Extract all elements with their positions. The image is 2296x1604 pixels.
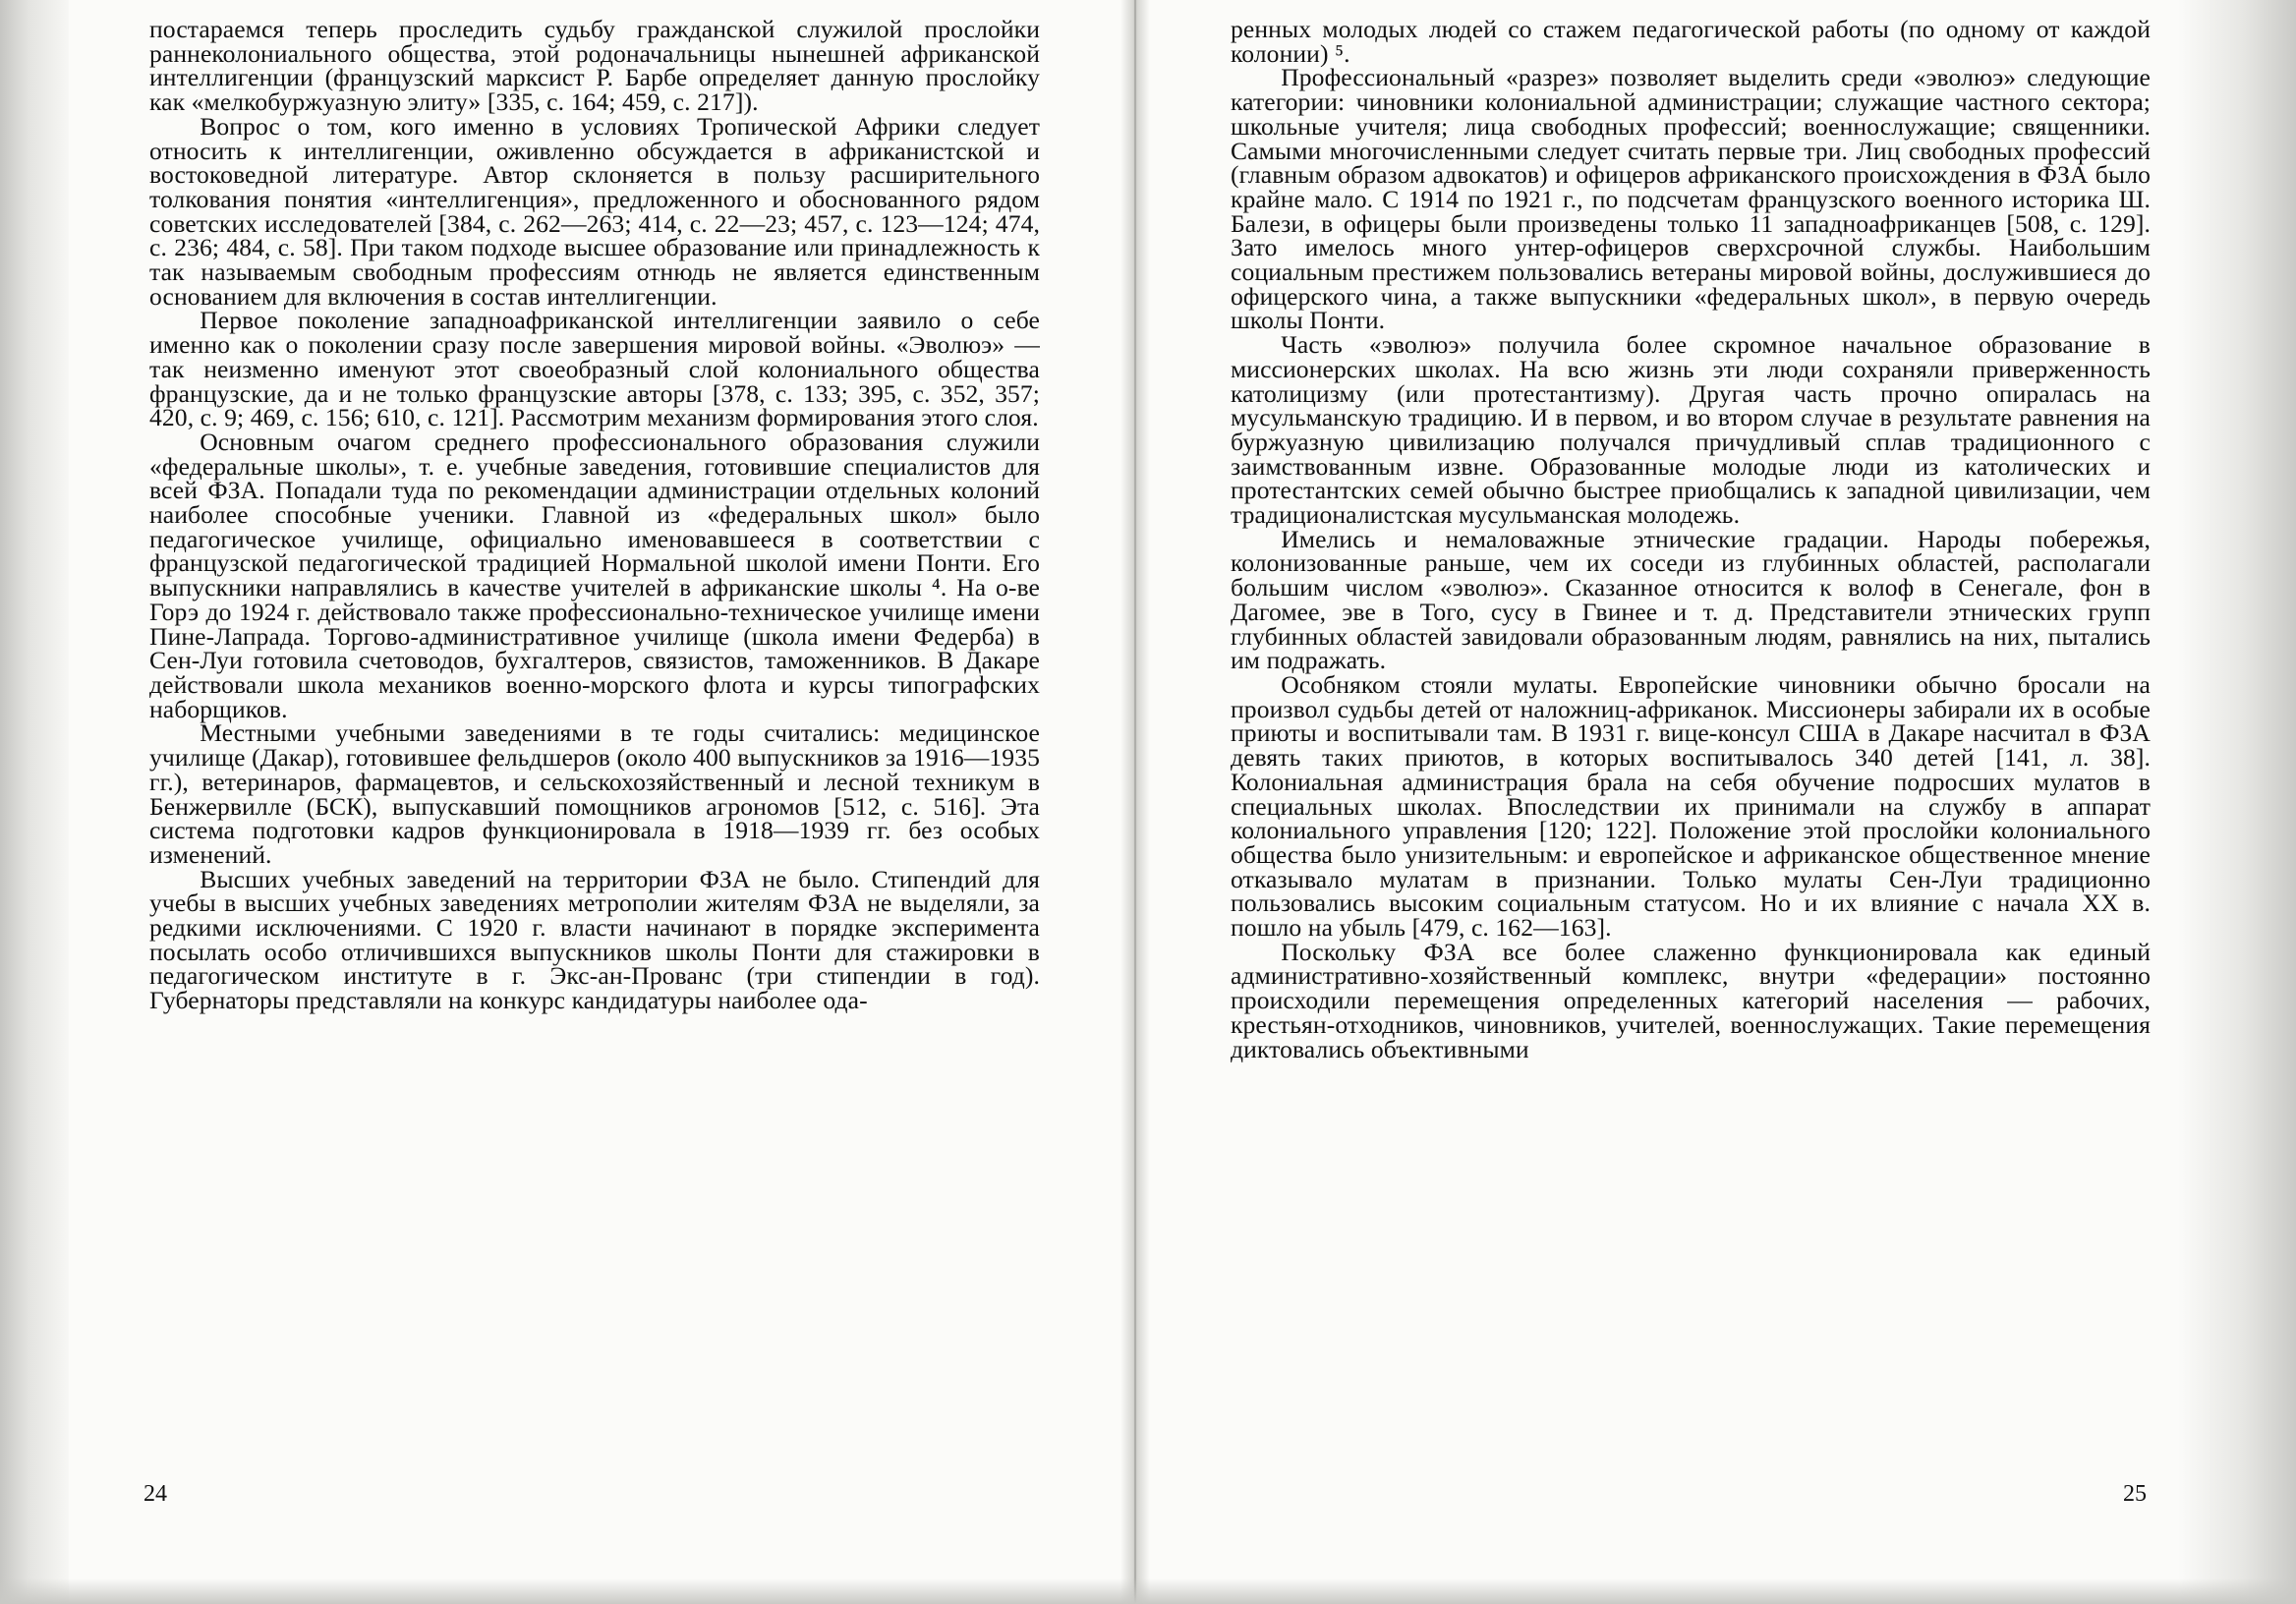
paragraph: Особняком стояли мулаты. Европейские чиновники обычно бросали на произвол судьбы детей от наложниц-африканок. Миссионеры забирали их в особые приюты и воспитывали там. В 1931 г. вице-консул США в Дакаре насчитал в ФЗА девять таких приютов, в которых воспитывалось 340 детей [141, л. 38]. Колониальная администрация брала на себя обучение подросших мулатов в специальных школах. Впоследствии их принимали на службу в аппарат колониального управления [120; 122]. Положение этой прослойки колониального общества было унизительным: и европейское и африканское общественное мнение отказывало мулатам в признании. Только мулаты Сен-Луи традиционно пользовались высоким социальным статусом. Но и их влияние с начала XX в. пошло на убыль [479, с. 162—163].: [1231, 669, 2151, 943]
right-page-edge-shadow: [2178, 0, 2296, 1604]
paragraph: Часть «эволюэ» получила более скромное начальное образование в миссионерских школах. На всю жизнь эти люди сохраняли приверженность католицизму (или протестантизму). Другая часть прочно опиралась на мусульманскую традицию. И в первом, и во втором случае в результате равнения на буржуазную цивилизацию получался причудливый сплав традиционного с заимствованным извне. Образованные молодые люди из католических и протестантских семей обычно быстрее приобщались к западной цивилизации, чем традиционалистская мусульманская молодежь.: [1231, 330, 2151, 530]
paragraph: Местными учебными заведениями в те годы считались: медицинское училище (Дакар), готовившее фельдшеров (около 400 выпускников за 1916—1935 гг.), ветеринаров, фармацевтов, и сельскохозяйственный и лесной техникум в Бенжервилле (БСК), выпускавший помощников агрономов [512, с. 516]. Эта система подготовки кадров функционировала в 1918—1939 гг. без особых изменений.: [149, 718, 1040, 869]
paragraph: Основным очагом среднего профессионального образования служили «федеральные школы», т. е. учебные заведения, готовившие специалистов для всей ФЗА. Попадали туда по рекомендации администрации отдельных колоний наиболее способные ученики. Главной из «федеральных школ» было педагогическое училище, официально именовавшееся в соответствии с французской педагогической традицией Нормальной школой имени Понти. Его выпускники направлялись в качестве учителей в африканские школы ⁴. На о-ве Горэ до 1924 г. действовало также профессионально-техническое училище имени Пине-Лапрада. Торгово-административное училище (школа имени Федерба) в Сен-Луи готовила счетоводов, бухгалтеров, связистов, таможенников. В Дакаре действовали школа механиков военно-морского флота и курсы типографских наборщиков.: [149, 427, 1040, 723]
right-page: [1231, 15, 2151, 1063]
paragraph: Высших учебных заведений на территории ФЗА не было. Стипендий для учебы в высших учебных заведениях метрополии жителям ФЗА не выделяли, за редкими исключениями. С 1920 г. власти начинают в порядке эксперимента посылать особо отличившихся выпускников школы Понти для стажировки в педагогическом институте в г. Экс-ан-Прованс (три стипендии в год). Губернаторы представляли на конкурс кандидатуры наиболее ода-: [149, 864, 1040, 1015]
paragraph: Вопрос о том, кого именно в условиях Тропической Африки следует относить к интеллигенции, оживленно обсуждается в африканистской и востоковедной литературе. Автор склоняется в пользу расширительного толкования понятия «интеллигенция», предложенного и обоснованного рядом советских исследователей [384, с. 262—263; 414, с. 22—23; 457, с. 123—124; 474, с. 236; 484, с. 58]. При таком подходе высшее образование или принадлежность к так называемым свободным профессиям отнюдь не является единственным основанием для включения в состав интеллигенции.: [149, 111, 1040, 311]
paragraph: постараемся теперь проследить судьбу гражданской служилой прослойки раннеколониального общества, этой родоначальницы нынешней африканской интеллигенции (французский марксист Р. Барбе определяет данную прослойку как «мелкобуржуазную элиту» [335, с. 164; 459, с. 217]).: [149, 15, 1040, 117]
paragraph: Профессиональный «разрез» позволяет выделить среди «эволюэ» следующие категории: чиновники колониальной администрации; служащие частного сектора; школьные учителя; лица свободных профессий; военнослужащие; священники. Самыми многочисленными следует считать первые три. Лиц свободных профессий (главным образом адвокатов) и офицеров африканского происхождения в ФЗА было крайне мало. С 1914 по 1921 г., по подсчетам французского военного историка Ш. Балези, в офицеры были произведены только 11 западноафриканцев [508, с. 129]. Зато имелось много унтер-офицеров сверхсрочной службы. Наибольшим социальным престижем пользовались ветераны мировой войны, дослужившиеся до офицерского чина, а также выпускники «федеральных школ», в первую очередь школы Понти.: [1231, 63, 2151, 335]
page-number-right: 25: [2123, 1481, 2147, 1507]
book-gutter: [1120, 0, 1150, 1604]
bottom-edge-shadow: [0, 1578, 2296, 1604]
left-page: [149, 15, 1040, 1015]
paragraph: Имелись и немаловажные этнические градации. Народы побережья, колонизованные раньше, чем их соседи из глубинных областей, располагали большим числом «эволюэ». Сказанное относится к волоф в Сенегале, фон в Дагомее, эве в Того, сусу в Гвинее и т. д. Представители этнических групп глубинных областей завидовали образованным людям, равнялись на них, пытались им подражать.: [1231, 524, 2151, 675]
paragraph: ренных молодых людей со стажем педагогической работы (по одному от каждой колонии) ⁵.: [1231, 15, 2151, 68]
paragraph: Первое поколение западноафриканской интеллигенции заявило о себе именно как о поколении сразу после завершения мировой войны. «Эволюэ» — так неизменно именуют этот своеобразный слой колониального общества французские, да и не только французские авторы [378, с. 133; 395, с. 352, 357; 420, с. 9; 469, с. 156; 610, с. 121]. Рассмотрим механизм формирования этого слоя.: [149, 306, 1040, 432]
left-page-edge-shadow: [0, 0, 69, 1604]
paragraph: Поскольку ФЗА все более слаженно функционировала как единый административно-хозяйственный комплекс, внутри «федерации» постоянно происходили перемещения определенных категорий населения — рабочих, крестьян-отходников, чиновников, учителей, военнослужащих. Такие перемещения диктовались объективными: [1231, 937, 2151, 1063]
page-number-left: 24: [144, 1481, 167, 1507]
